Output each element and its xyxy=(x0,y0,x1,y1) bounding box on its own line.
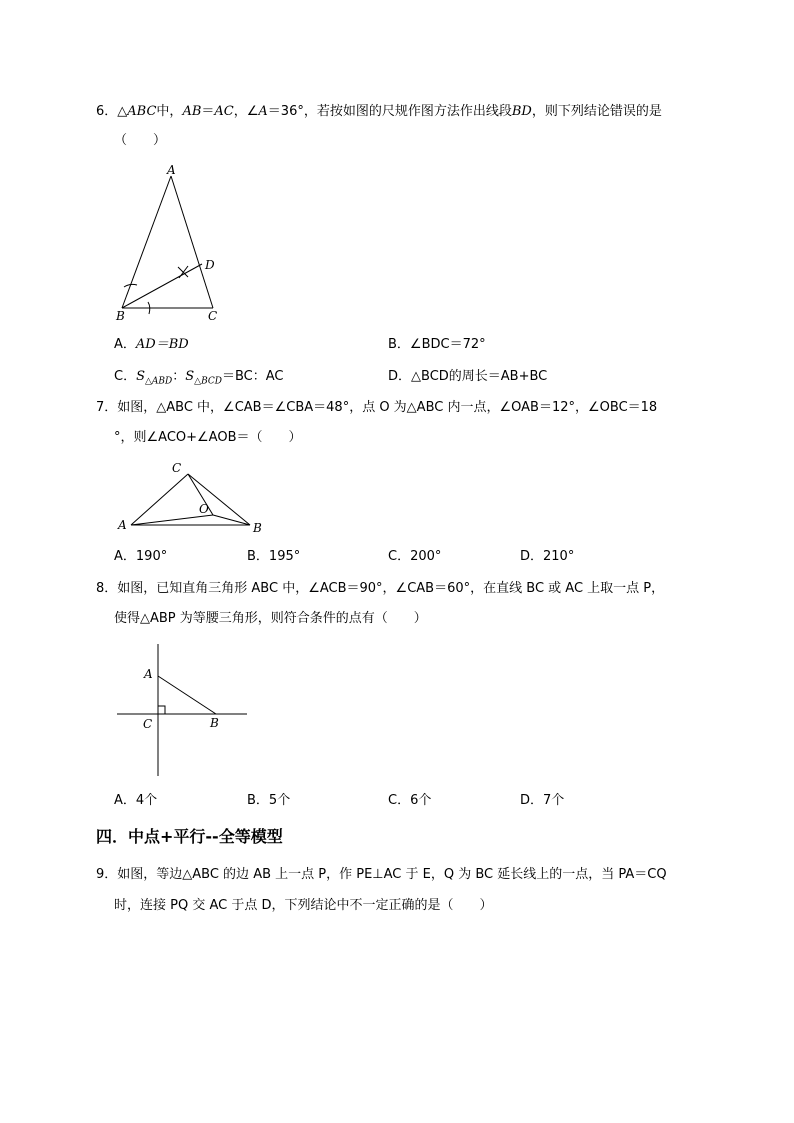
q8-option-d-key: D． xyxy=(520,793,544,808)
q6-option-a[interactable] xyxy=(114,336,189,354)
q6-option-b-key: B． xyxy=(388,337,410,352)
q7-label-o: O xyxy=(199,502,209,516)
q8-option-d[interactable] xyxy=(520,792,564,810)
q6-stem xyxy=(96,103,662,121)
q6-option-c-colon: ： xyxy=(172,369,186,384)
q7-label-c: C xyxy=(172,461,182,475)
q7-option-a-text: 190° xyxy=(135,549,168,564)
q6-option-c-s2: S xyxy=(185,369,195,384)
q8-option-b[interactable] xyxy=(247,792,290,810)
q6-figure xyxy=(110,163,240,323)
q8-option-b-key: B． xyxy=(247,793,269,808)
q6-answer-paren: （ ） xyxy=(114,133,167,148)
q7-option-d[interactable] xyxy=(520,548,574,566)
q7-stem-line2: °，则∠ACO+∠AOB＝（ ） xyxy=(114,430,302,445)
q8-option-d-text: 7个 xyxy=(543,793,565,808)
q8-option-a-key: A． xyxy=(114,793,136,808)
q6-option-d-text: △BCD的周长＝AB+BC xyxy=(411,369,548,384)
q8-label-c: C xyxy=(143,717,153,731)
q6-option-d[interactable] xyxy=(388,368,547,386)
q7-figure xyxy=(112,458,272,538)
q6-text: ，若按如图的尺规作图方法作出线段 xyxy=(303,104,512,119)
q8-option-a-text: 4个 xyxy=(135,793,158,808)
q7-option-b-key: B． xyxy=(247,549,269,564)
q7-option-a-key: A． xyxy=(114,549,136,564)
q7-option-d-key: D． xyxy=(520,549,544,564)
q6-var-a: A xyxy=(258,104,268,119)
q6-label-c: C xyxy=(208,309,218,323)
q8-label-b: B xyxy=(210,716,219,730)
q6-option-c-sub1: △ABD xyxy=(144,376,173,387)
q6-option-c-tail: ＝BC：AC xyxy=(221,369,284,384)
q7-option-c-key: C． xyxy=(388,549,411,564)
q7-option-b[interactable] xyxy=(247,548,300,566)
q6-option-c[interactable] xyxy=(114,368,284,391)
q8-option-a[interactable] xyxy=(114,792,157,810)
q6-text: ，∠ xyxy=(233,104,259,119)
q6-text: ＝36° xyxy=(267,104,304,119)
q9-stem-line2: 时，连接 PQ 交 AC 于点 D，下列结论中不一定正确的是（ ） xyxy=(114,898,493,913)
q8-option-c-key: C． xyxy=(388,793,411,808)
q6-text: ，则下列结论错误的是 xyxy=(531,104,662,119)
q6-text: ＝ xyxy=(201,104,215,119)
q6-option-a-key: A． xyxy=(114,337,136,352)
q8-label-a: A xyxy=(144,667,153,681)
q6-number: 6． xyxy=(96,104,118,119)
q6-var-bd: BD xyxy=(511,104,532,119)
q6-label-a: A xyxy=(167,163,176,177)
q8-stem-line1: 8．如图，已知直角三角形 ABC 中，∠ACB＝90°，∠CAB＝60°，在直线 BC 或 AC 上取一点 P， xyxy=(96,581,665,596)
q7-option-b-text: 195° xyxy=(268,549,301,564)
q7-label-b: B xyxy=(253,521,262,535)
q6-option-c-sub2: △BCD xyxy=(194,376,222,387)
q7-option-c[interactable] xyxy=(388,548,441,566)
q7-stem-line1: 7．如图，△ABC 中，∠CAB＝∠CBA＝48°，点 O 为△ABC 内一点，∠OAB＝12°，∠OBC＝18 xyxy=(96,400,658,415)
q6-var-ac: AC xyxy=(214,104,234,119)
q8-stem-line2: 使得△ABP 为等腰三角形，则符合条件的点有（ ） xyxy=(114,611,427,626)
q7-label-a: A xyxy=(118,518,127,532)
q6-label-b: B xyxy=(116,309,125,323)
q8-figure xyxy=(112,640,252,780)
q6-option-d-key: D． xyxy=(388,369,412,384)
q8-option-c[interactable] xyxy=(388,792,431,810)
q6-option-c-s1: S xyxy=(136,369,145,384)
q8-option-c-text: 6个 xyxy=(410,793,432,808)
q6-var-ab: AB xyxy=(182,104,202,119)
q6-option-b-text: ∠BDC＝72° xyxy=(409,337,486,352)
q6-label-d: D xyxy=(205,258,215,272)
q7-option-c-text: 200° xyxy=(410,549,442,564)
q6-text: 中， xyxy=(156,104,183,119)
q7-option-a[interactable] xyxy=(114,548,167,566)
q6-var-abc: ABC xyxy=(127,104,157,119)
q6-option-a-text: AD＝BD xyxy=(135,337,189,352)
section-4-title: 四．中点+平行--全等模型 xyxy=(96,827,283,846)
q6-option-b[interactable] xyxy=(388,336,486,354)
q6-text: △ xyxy=(117,104,128,119)
q6-option-c-key: C． xyxy=(114,369,137,384)
q9-stem-line1: 9．如图，等边△ABC 的边 AB 上一点 P，作 PE⊥AC 于 E，Q 为 BC 延长线上的一点，当 PA＝CQ xyxy=(96,867,667,882)
q7-option-d-text: 210° xyxy=(543,549,575,564)
q8-option-b-text: 5个 xyxy=(268,793,291,808)
